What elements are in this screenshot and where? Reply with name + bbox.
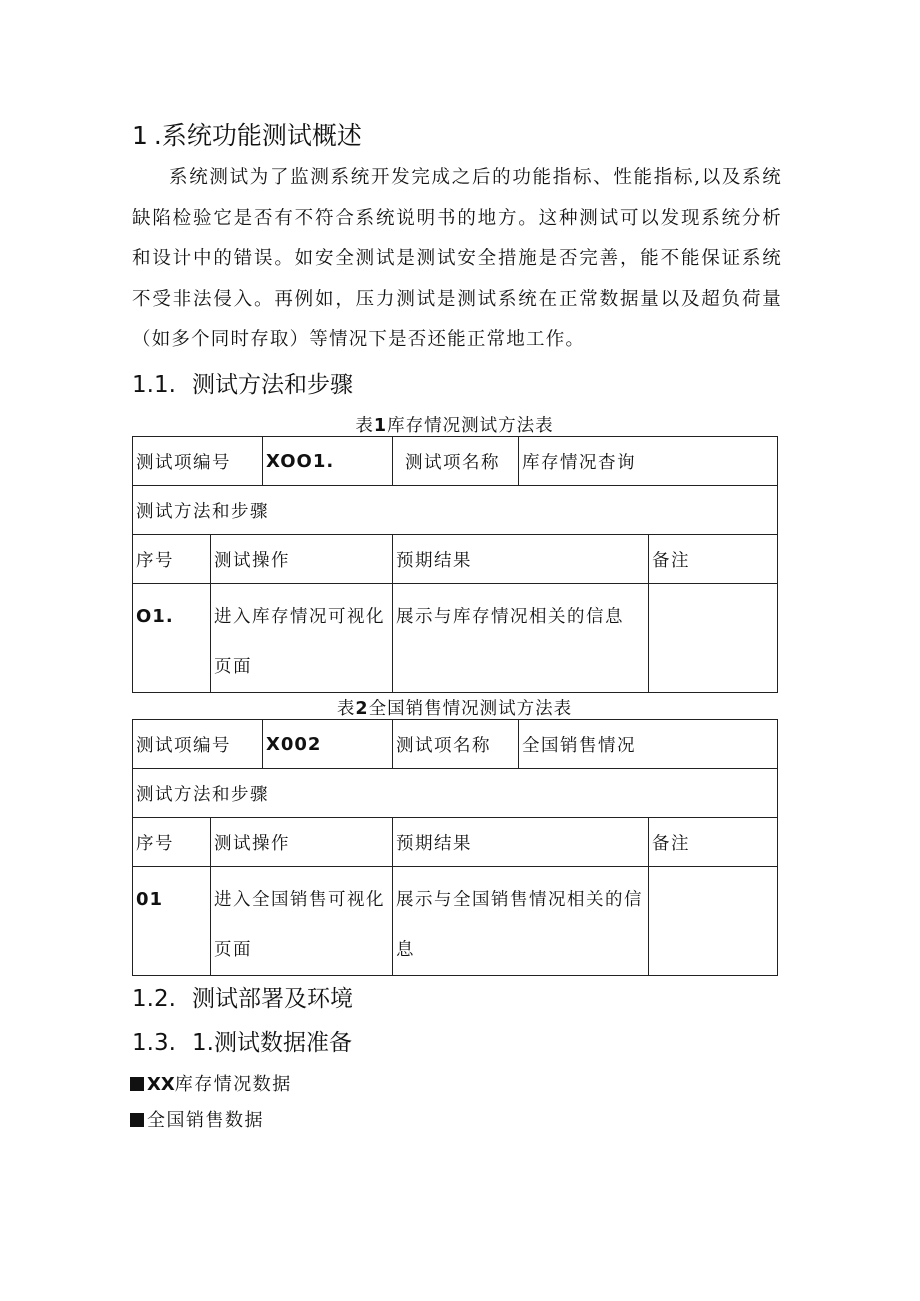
method-label: 测试方法和步骤 xyxy=(133,769,778,818)
row-note xyxy=(649,867,778,976)
table-row xyxy=(133,584,778,693)
method-label: 测试方法和步骤 xyxy=(133,486,778,535)
header-operation: 测试操作 xyxy=(211,818,393,867)
test-name-value: 全国销售情况 xyxy=(519,720,778,769)
row-seq: 01 xyxy=(133,867,211,976)
row-seq: O1. xyxy=(133,584,211,693)
section-1-1-number: 1.1. xyxy=(132,372,176,398)
section-1-number: 1 xyxy=(132,121,148,150)
section-1-2-number: 1.2. xyxy=(132,986,176,1012)
table-1-caption-number: 1 xyxy=(373,416,388,436)
test-id-label: 测试项编号 xyxy=(133,437,263,486)
test-id-label: 测试项编号 xyxy=(133,720,263,769)
table-2-caption-text: 全国销售情况测试方法表 xyxy=(368,699,573,719)
section-1-3-number: 1.3. xyxy=(132,1030,176,1056)
section-1-heading xyxy=(132,116,362,152)
test-name-label: 测试项名称 xyxy=(393,437,519,486)
table-2-caption xyxy=(132,695,777,720)
list-item xyxy=(130,1106,264,1132)
bullet-text: 库存情况数据 xyxy=(174,1074,292,1095)
table-row xyxy=(133,769,778,818)
table-1-caption-prefix: 表 xyxy=(355,416,374,436)
header-operation: 测试操作 xyxy=(211,535,393,584)
overview-paragraph: 系统测试为了监测系统开发完成之后的功能指标、性能指标,以及系统缺陷检验它是否有不符合系统说明书的地方。这种测试可以发现系统分析和设计中的错误。如安全测试是测试安全措施是否完善，能不能保证系统不受非法侵入。再例如，压力测试是测试系统在正常数据量以及超负荷量（如多个同时存取）等情况下是否还能正常地工作。 xyxy=(132,167,782,350)
table-row xyxy=(133,437,778,486)
table-row xyxy=(133,867,778,976)
section-1-3-heading xyxy=(132,1024,352,1057)
table-1 xyxy=(132,436,778,693)
square-bullet-icon xyxy=(130,1113,144,1127)
section-1-title: .系统功能测试概述 xyxy=(153,121,362,150)
section-1-3-title: 1.测试数据准备 xyxy=(192,1030,352,1056)
section-1-1-heading xyxy=(132,366,353,399)
table-2-caption-prefix: 表 xyxy=(336,699,356,719)
test-name-value: 库存情况杳询 xyxy=(519,437,778,486)
row-expected: 展示与全国销售情况相关的信息 xyxy=(393,867,649,976)
header-note: 备注 xyxy=(649,535,778,584)
table-header-row xyxy=(133,535,778,584)
row-expected: 展示与库存情况相关的信息 xyxy=(393,584,649,693)
header-seq: 序号 xyxy=(133,818,211,867)
table-2-caption-number: 2 xyxy=(355,699,369,719)
section-1-2-title: 测试部署及环境 xyxy=(192,986,353,1012)
list-item xyxy=(130,1070,292,1096)
table-2 xyxy=(132,719,778,976)
header-expected: 预期结果 xyxy=(393,818,649,867)
table-1-caption-text: 库存情况测试方法表 xyxy=(387,416,554,436)
row-note xyxy=(649,584,778,693)
table-row xyxy=(133,720,778,769)
header-seq: 序号 xyxy=(133,535,211,584)
row-operation: 进入库存情况可视化页面 xyxy=(211,584,393,693)
table-header-row xyxy=(133,818,778,867)
header-expected: 预期结果 xyxy=(393,535,649,584)
section-1-1-title: 测试方法和步骤 xyxy=(192,372,353,398)
table-1-caption xyxy=(132,412,777,437)
table-row xyxy=(133,486,778,535)
header-note: 备注 xyxy=(649,818,778,867)
row-operation: 进入全国销售可视化页面 xyxy=(211,867,393,976)
test-id-value: XOO1. xyxy=(263,437,393,486)
test-name-label: 测试项名称 xyxy=(393,720,519,769)
test-id-value: X002 xyxy=(263,720,393,769)
bullet-prefix: XX xyxy=(147,1074,175,1095)
bullet-text: 全国销售数据 xyxy=(147,1110,264,1131)
section-1-2-heading xyxy=(132,980,353,1013)
square-bullet-icon xyxy=(130,1077,144,1091)
